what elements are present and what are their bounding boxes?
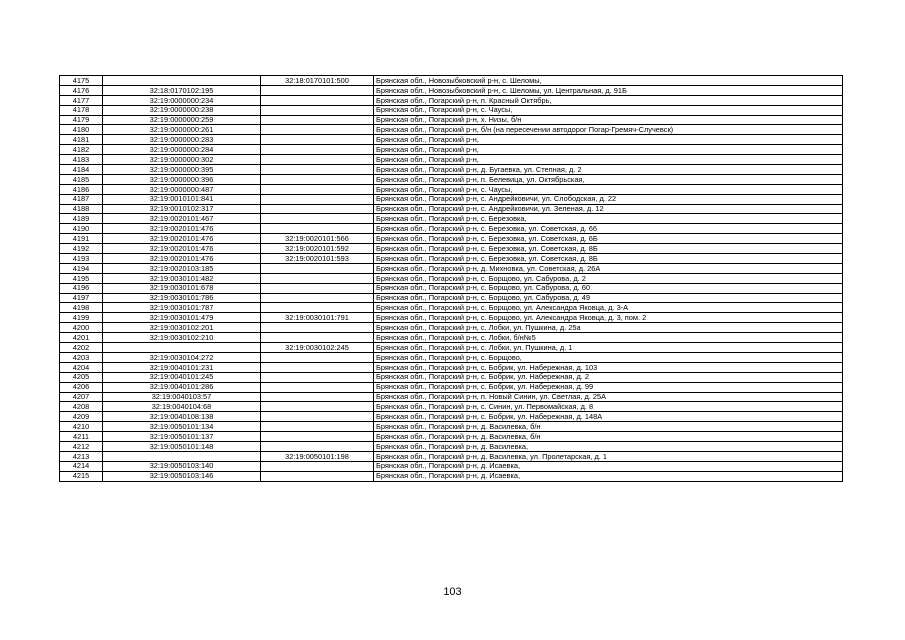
table-row xyxy=(60,76,843,86)
object-cadastral-number-cell xyxy=(261,362,374,372)
cadastral-number-cell: 32:19:0030102:210 xyxy=(103,333,261,343)
object-cadastral-number-cell xyxy=(261,293,374,303)
cadastral-number-cell: 32:19:0020101:476 xyxy=(103,224,261,234)
row-number-cell: 4187 xyxy=(60,194,103,204)
row-number-cell: 4191 xyxy=(60,234,103,244)
table-row xyxy=(60,174,843,184)
cadastral-number-cell: 32:19:0030102:201 xyxy=(103,323,261,333)
table-row xyxy=(60,461,843,471)
address-cell: Брянская обл., Погарский р-н, с. Борщово, xyxy=(374,352,843,362)
row-number-cell: 4196 xyxy=(60,283,103,293)
object-cadastral-number-cell xyxy=(261,422,374,432)
table-row xyxy=(60,441,843,451)
cadastral-number-cell: 32:19:0040103:57 xyxy=(103,392,261,402)
cadastral-number-cell: 32:19:0000000:261 xyxy=(103,125,261,135)
cadastral-number-cell: 32:19:0030101:479 xyxy=(103,313,261,323)
object-cadastral-number-cell xyxy=(261,85,374,95)
row-number-cell: 4213 xyxy=(60,451,103,461)
row-number-cell: 4195 xyxy=(60,273,103,283)
row-number-cell: 4202 xyxy=(60,343,103,353)
cadastral-number-cell: 32:19:0040104:68 xyxy=(103,402,261,412)
cadastral-number-cell: 32:19:0030104:272 xyxy=(103,352,261,362)
row-number-cell: 4193 xyxy=(60,254,103,264)
row-number-cell: 4200 xyxy=(60,323,103,333)
table-row xyxy=(60,125,843,135)
address-cell: Брянская обл., Погарский р-н, с. Березовка, ул. Советская, д. 66 xyxy=(374,224,843,234)
object-cadastral-number-cell xyxy=(261,461,374,471)
cadastral-number-cell: 32:19:0010101:841 xyxy=(103,194,261,204)
address-cell: Брянская обл., Погарский р-н, с. Бобрик, ул. Набережная, д. 148А xyxy=(374,412,843,422)
address-cell: Брянская обл., Погарский р-н, с. Андрейковичи, ул. Слободская, д. 22 xyxy=(374,194,843,204)
row-number-cell: 4179 xyxy=(60,115,103,125)
object-cadastral-number-cell xyxy=(261,382,374,392)
table-row xyxy=(60,224,843,234)
cadastral-number-cell: 32:19:0000000:259 xyxy=(103,115,261,125)
object-cadastral-number-cell: 32:19:0030101:791 xyxy=(261,313,374,323)
table-row xyxy=(60,184,843,194)
cadastral-number-cell: 32:19:0040101:231 xyxy=(103,362,261,372)
address-cell: Брянская обл., Погарский р-н, с. Лобки, б/н№5 xyxy=(374,333,843,343)
address-cell: Брянская обл., Погарский р-н, с. Борщово, ул. Сабурова, д. 60 xyxy=(374,283,843,293)
address-cell: Брянская обл., Погарский р-н, с. Синин, ул. Первомайская, д. 8 xyxy=(374,402,843,412)
row-number-cell: 4204 xyxy=(60,362,103,372)
object-cadastral-number-cell xyxy=(261,125,374,135)
row-number-cell: 4201 xyxy=(60,333,103,343)
row-number-cell: 4208 xyxy=(60,402,103,412)
row-number-cell: 4176 xyxy=(60,85,103,95)
table-row xyxy=(60,382,843,392)
address-cell: Брянская обл., Погарский р-н, п. Белевица, ул. Октябрьская, xyxy=(374,174,843,184)
address-cell: Брянская обл., Погарский р-н, д. Исаевка, xyxy=(374,471,843,481)
object-cadastral-number-cell xyxy=(261,402,374,412)
address-cell: Брянская обл., Погарский р-н, с. Борщово, ул. Сабурова, д. 2 xyxy=(374,273,843,283)
object-cadastral-number-cell xyxy=(261,471,374,481)
row-number-cell: 4203 xyxy=(60,352,103,362)
object-cadastral-number-cell xyxy=(261,115,374,125)
cadastral-number-cell: 32:19:0020103:185 xyxy=(103,263,261,273)
table-row xyxy=(60,165,843,175)
table-row xyxy=(60,451,843,461)
row-number-cell: 4180 xyxy=(60,125,103,135)
address-cell: Брянская обл., Погарский р-н, с. Березовка, ул. Советская, д. 8Б xyxy=(374,254,843,264)
object-cadastral-number-cell xyxy=(261,263,374,273)
address-cell: Брянская обл., Погарский р-н, с. Бобрик, ул. Набережная, д. 99 xyxy=(374,382,843,392)
object-cadastral-number-cell xyxy=(261,155,374,165)
address-cell: Брянская обл., Погарский р-н, xyxy=(374,135,843,145)
row-number-cell: 4184 xyxy=(60,165,103,175)
table-row xyxy=(60,283,843,293)
row-number-cell: 4183 xyxy=(60,155,103,165)
row-number-cell: 4210 xyxy=(60,422,103,432)
registry-table-body xyxy=(60,76,843,482)
object-cadastral-number-cell xyxy=(261,352,374,362)
table-row xyxy=(60,323,843,333)
table-row xyxy=(60,343,843,353)
object-cadastral-number-cell xyxy=(261,283,374,293)
table-row xyxy=(60,303,843,313)
object-cadastral-number-cell: 32:19:0030102:245 xyxy=(261,343,374,353)
object-cadastral-number-cell xyxy=(261,184,374,194)
object-cadastral-number-cell xyxy=(261,174,374,184)
address-cell: Брянская обл., Погарский р-н, п. Красный Октябрь, xyxy=(374,95,843,105)
object-cadastral-number-cell xyxy=(261,441,374,451)
cadastral-number-cell: 32:19:0030101:482 xyxy=(103,273,261,283)
object-cadastral-number-cell xyxy=(261,214,374,224)
address-cell: Брянская обл., Погарский р-н, с. Березовка, ул. Советская, д. 6Б xyxy=(374,234,843,244)
table-row xyxy=(60,352,843,362)
object-cadastral-number-cell xyxy=(261,333,374,343)
address-cell: Брянская обл., Погарский р-н, с. Бобрик, ул. Набережная, д. 103 xyxy=(374,362,843,372)
row-number-cell: 4215 xyxy=(60,471,103,481)
cadastral-number-cell: 32:19:0000000:238 xyxy=(103,105,261,115)
address-cell: Брянская обл., Новозыбковский р-н, с. Шеломы, ул. Центральная, д. 91Б xyxy=(374,85,843,95)
table-row xyxy=(60,115,843,125)
address-cell: Брянская обл., Новозыбковский р-н, с. Шеломы, xyxy=(374,76,843,86)
row-number-cell: 4197 xyxy=(60,293,103,303)
cadastral-number-cell xyxy=(103,76,261,86)
row-number-cell: 4189 xyxy=(60,214,103,224)
object-cadastral-number-cell: 32:19:0020101:593 xyxy=(261,254,374,264)
row-number-cell: 4186 xyxy=(60,184,103,194)
row-number-cell: 4182 xyxy=(60,145,103,155)
object-cadastral-number-cell: 32:19:0020101:566 xyxy=(261,234,374,244)
page-number: 103 xyxy=(443,586,462,598)
row-number-cell: 4205 xyxy=(60,372,103,382)
cadastral-number-cell: 32:19:0050101:134 xyxy=(103,422,261,432)
cadastral-number-cell: 32:19:0040101:286 xyxy=(103,382,261,392)
cadastral-number-cell xyxy=(103,343,261,353)
table-row xyxy=(60,333,843,343)
cadastral-number-cell: 32:19:0000000:283 xyxy=(103,135,261,145)
object-cadastral-number-cell xyxy=(261,432,374,442)
address-cell: Брянская обл., Погарский р-н, xyxy=(374,145,843,155)
address-cell: Брянская обл., Погарский р-н, с. Чаусы, xyxy=(374,184,843,194)
address-cell: Брянская обл., Погарский р-н, с. Чаусы, xyxy=(374,105,843,115)
table-row xyxy=(60,105,843,115)
table-row xyxy=(60,362,843,372)
table-row xyxy=(60,95,843,105)
address-cell: Брянская обл., Погарский р-н, с. Борщово, ул. Александра Яковца, д. 3, пом. 2 xyxy=(374,313,843,323)
address-cell: Брянская обл., Погарский р-н, с. Андрейковичи, ул. Зеленая, д. 12 xyxy=(374,204,843,214)
row-number-cell: 4214 xyxy=(60,461,103,471)
address-cell: Брянская обл., Погарский р-н, xyxy=(374,155,843,165)
cadastral-number-cell: 32:18:0170102:195 xyxy=(103,85,261,95)
address-cell: Брянская обл., Погарский р-н, с. Лобки, ул. Пушкина, д. 1 xyxy=(374,343,843,353)
table-row xyxy=(60,204,843,214)
address-cell: Брянская обл., Погарский р-н, д. Исаевка, xyxy=(374,461,843,471)
address-cell: Брянская обл., Погарский р-н, с. Лобки, ул. Пушкина, д. 25а xyxy=(374,323,843,333)
object-cadastral-number-cell: 32:19:0020101:592 xyxy=(261,244,374,254)
cadastral-number-cell: 32:19:0030101:787 xyxy=(103,303,261,313)
object-cadastral-number-cell xyxy=(261,273,374,283)
cadastral-number-cell: 32:19:0000000:396 xyxy=(103,174,261,184)
address-cell: Брянская обл., Погарский р-н, д. Василевка, б/н xyxy=(374,432,843,442)
table-row xyxy=(60,194,843,204)
object-cadastral-number-cell xyxy=(261,165,374,175)
row-number-cell: 4207 xyxy=(60,392,103,402)
cadastral-number-cell xyxy=(103,451,261,461)
address-cell: Брянская обл., Погарский р-н, д. Василевка, ул. Пролетарская, д. 1 xyxy=(374,451,843,461)
registry-table xyxy=(59,75,843,482)
row-number-cell: 4177 xyxy=(60,95,103,105)
table-row xyxy=(60,293,843,303)
row-number-cell: 4212 xyxy=(60,441,103,451)
object-cadastral-number-cell xyxy=(261,224,374,234)
address-cell: Брянская обл., Погарский р-н, с. Березовка, xyxy=(374,214,843,224)
address-cell: Брянская обл., Погарский р-н, д. Бугаевка, ул. Степная, д. 2 xyxy=(374,165,843,175)
object-cadastral-number-cell xyxy=(261,372,374,382)
cadastral-number-cell: 32:19:0010102:317 xyxy=(103,204,261,214)
object-cadastral-number-cell xyxy=(261,135,374,145)
table-row xyxy=(60,313,843,323)
object-cadastral-number-cell: 32:19:0050101:198 xyxy=(261,451,374,461)
address-cell: Брянская обл., Погарский р-н, с. Бобрик, ул. Набережная, д. 2 xyxy=(374,372,843,382)
table-row xyxy=(60,422,843,432)
object-cadastral-number-cell xyxy=(261,95,374,105)
row-number-cell: 4175 xyxy=(60,76,103,86)
table-row xyxy=(60,392,843,402)
row-number-cell: 4188 xyxy=(60,204,103,214)
row-number-cell: 4194 xyxy=(60,263,103,273)
row-number-cell: 4185 xyxy=(60,174,103,184)
cadastral-number-cell: 32:19:0050103:140 xyxy=(103,461,261,471)
object-cadastral-number-cell xyxy=(261,145,374,155)
cadastral-number-cell: 32:19:0050101:148 xyxy=(103,441,261,451)
object-cadastral-number-cell xyxy=(261,412,374,422)
cadastral-number-cell: 32:19:0040101:245 xyxy=(103,372,261,382)
table-row xyxy=(60,234,843,244)
table-row xyxy=(60,254,843,264)
object-cadastral-number-cell xyxy=(261,105,374,115)
table-row xyxy=(60,402,843,412)
cadastral-number-cell: 32:19:0030101:678 xyxy=(103,283,261,293)
row-number-cell: 4198 xyxy=(60,303,103,313)
cadastral-number-cell: 32:19:0000000:487 xyxy=(103,184,261,194)
row-number-cell: 4209 xyxy=(60,412,103,422)
cadastral-number-cell: 32:19:0050101:137 xyxy=(103,432,261,442)
row-number-cell: 4192 xyxy=(60,244,103,254)
address-cell: Брянская обл., Погарский р-н, д. Василевка, б/н xyxy=(374,422,843,432)
cadastral-number-cell: 32:19:0050103:146 xyxy=(103,471,261,481)
address-cell: Брянская обл., Погарский р-н, п. Новый Синин, ул. Светлая, д. 25А xyxy=(374,392,843,402)
address-cell: Брянская обл., Погарский р-н, с. Борщово, ул. Александра Яковца, д. 3-А xyxy=(374,303,843,313)
object-cadastral-number-cell xyxy=(261,303,374,313)
cadastral-number-cell: 32:19:0000000:302 xyxy=(103,155,261,165)
table-row xyxy=(60,273,843,283)
object-cadastral-number-cell xyxy=(261,323,374,333)
table-row xyxy=(60,135,843,145)
row-number-cell: 4181 xyxy=(60,135,103,145)
row-number-cell: 4190 xyxy=(60,224,103,234)
object-cadastral-number-cell xyxy=(261,194,374,204)
cadastral-number-cell: 32:19:0020101:476 xyxy=(103,234,261,244)
row-number-cell: 4206 xyxy=(60,382,103,392)
address-cell: Брянская обл., Погарский р-н, х. Низы, б/н xyxy=(374,115,843,125)
address-cell: Брянская обл., Погарский р-н, д. Михновка, ул. Советская, д. 26А xyxy=(374,263,843,273)
table-row xyxy=(60,244,843,254)
table-row xyxy=(60,85,843,95)
object-cadastral-number-cell xyxy=(261,392,374,402)
cadastral-number-cell: 32:19:0040108:138 xyxy=(103,412,261,422)
cadastral-number-cell: 32:19:0020101:476 xyxy=(103,254,261,264)
table-row xyxy=(60,145,843,155)
cadastral-number-cell: 32:19:0000000:284 xyxy=(103,145,261,155)
cadastral-number-cell: 32:19:0000000:234 xyxy=(103,95,261,105)
table-row xyxy=(60,432,843,442)
table-row xyxy=(60,263,843,273)
address-cell: Брянская обл., Погарский р-н, с. Борщово, ул. Сабурова, д. 49 xyxy=(374,293,843,303)
table-row xyxy=(60,412,843,422)
cadastral-number-cell: 32:19:0030101:786 xyxy=(103,293,261,303)
cadastral-number-cell: 32:19:0020101:467 xyxy=(103,214,261,224)
table-row xyxy=(60,214,843,224)
cadastral-number-cell: 32:19:0000000:395 xyxy=(103,165,261,175)
address-cell: Брянская обл., Погарский р-н, б/н (на пересечении автодорог Погар-Гремяч-Случевск) xyxy=(374,125,843,135)
object-cadastral-number-cell xyxy=(261,204,374,214)
table-row xyxy=(60,471,843,481)
cadastral-number-cell: 32:19:0020101:476 xyxy=(103,244,261,254)
object-cadastral-number-cell: 32:18:0170101:500 xyxy=(261,76,374,86)
address-cell: Брянская обл., Погарский р-н, с. Березовка, ул. Советская, д. 8Б xyxy=(374,244,843,254)
table-row xyxy=(60,155,843,165)
row-number-cell: 4178 xyxy=(60,105,103,115)
row-number-cell: 4211 xyxy=(60,432,103,442)
table-row xyxy=(60,372,843,382)
address-cell: Брянская обл., Погарский р-н, д. Василевка, xyxy=(374,441,843,451)
row-number-cell: 4199 xyxy=(60,313,103,323)
